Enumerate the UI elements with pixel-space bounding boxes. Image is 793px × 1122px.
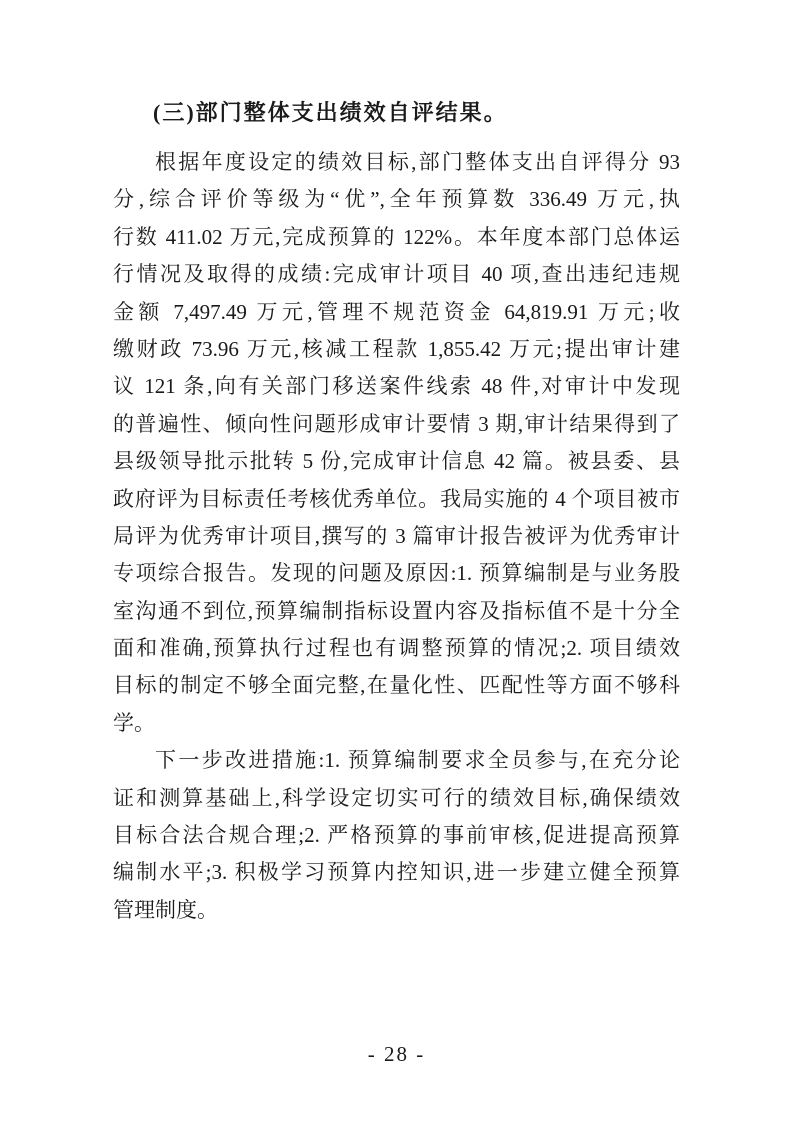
text-line: 局评为优秀审计项目,撰写的 3 篇审计报告被评为优秀审计 — [113, 523, 680, 548]
page-number: - 28 - — [367, 1042, 426, 1066]
text-line: 的普遍性、倾向性问题形成审计要情 3 期,审计结果得到了 — [113, 411, 680, 436]
text-line: 编制水平;3. 积极学习预算内控知识,进一步建立健全预算 — [113, 860, 680, 885]
text-line: 根据年度设定的绩效目标,部门整体支出自评得分 93 — [155, 150, 680, 174]
text-line: 金额 7,497.49 万元,管理不规范资金 64,819.91 万元;收 — [113, 299, 680, 324]
text-line: 缴财政 73.96 万元,核减工程款 1,855.42 万元;提出审计建 — [113, 336, 680, 361]
text-line: 专项综合报告。发现的问题及原因:1. 预算编制是与业务股 — [113, 561, 680, 586]
text-line: 学。 — [113, 710, 155, 735]
text-line: 证和测算基础上,科学设定切实可行的绩效目标,确保绩效 — [113, 785, 680, 810]
text-line: 政府评为目标责任考核优秀单位。我局实施的 4 个项目被市 — [113, 486, 680, 511]
text-line: 行情况及取得的成绩:完成审计项目 40 项,查出违纪违规 — [113, 262, 680, 287]
text-line: 目标的制定不够全面完整,在量化性、匹配性等方面不够科 — [113, 673, 680, 698]
text-line: 县级领导批示批转 5 份,完成审计信息 42 篇。被县委、县 — [113, 449, 680, 474]
section-heading: (三)部门整体支出绩效自评结果。 — [153, 100, 508, 125]
paragraph-self-evaluation-result — [113, 144, 680, 742]
text-line: 下一步改进措施:1. 预算编制要求全员参与,在充分论 — [155, 748, 680, 773]
text-line: 面和准确,预算执行过程也有调整预算的情况;2. 项目绩效 — [113, 636, 680, 661]
text-line: 目标合法合规合理;2. 严格预算的事前审核,促进提高预算 — [113, 823, 680, 848]
paragraph-improvement-measures — [113, 742, 680, 929]
text-line: 议 121 条,向有关部门移送案件线索 48 件,对审计中发现 — [113, 374, 680, 399]
document-body — [113, 94, 680, 929]
text-line: 分,综合评价等级为“优”,全年预算数 336.49 万元,执 — [113, 187, 680, 212]
text-line: 室沟通不到位,预算编制指标设置内容及指标值不是十分全 — [113, 598, 680, 623]
text-line: 管理制度。 — [113, 897, 218, 922]
text-line: 行数 411.02 万元,完成预算的 122%。本年度本部门总体运 — [113, 224, 680, 249]
